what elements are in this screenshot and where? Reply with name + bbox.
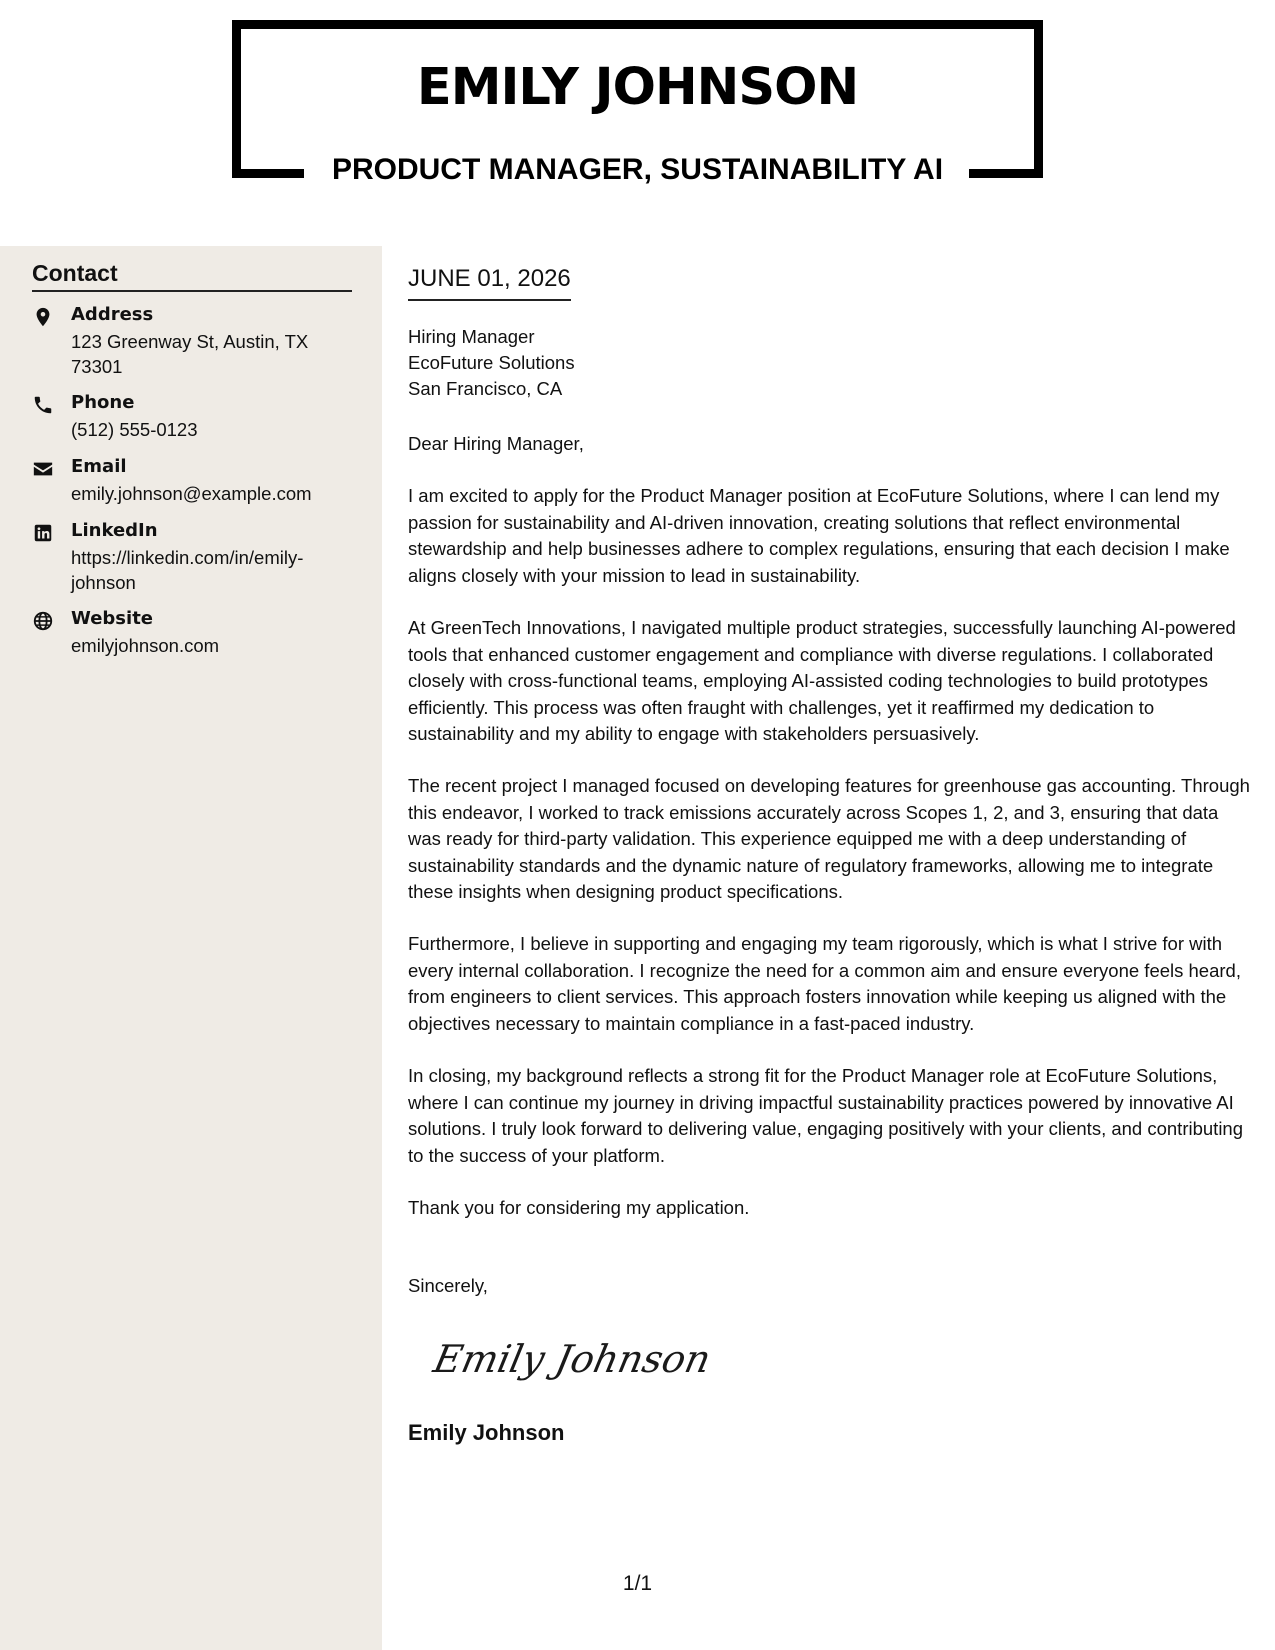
- greeting: Dear Hiring Manager,: [408, 433, 584, 454]
- contact-label-address: Address: [71, 304, 154, 325]
- letter-date: JUNE 01, 2026: [408, 265, 571, 301]
- contact-label-website: Website: [71, 608, 154, 629]
- recipient-block: [408, 324, 575, 402]
- recipient-line: Hiring Manager: [408, 326, 535, 347]
- handwritten-signature: [426, 1324, 715, 1394]
- globe-icon: [32, 610, 54, 632]
- contact-sidebar: [0, 246, 382, 1650]
- body-paragraph: The recent project I managed focused on developing features for greenhouse gas accounting. Through this endeavor, I worked to track emissions accurately across Scopes 1, 2, and 3, ensuring that data was ready for third-party validation. This experience equipped me with a deep understanding of sustainability standards and the dynamic nature of regulatory frameworks, allowing me to integrate these insights when designing product specifications.: [408, 775, 1250, 902]
- body-paragraph: In closing, my background reflects a strong fit for the Product Manager role at EcoFuture Solutions, where I can continue my journey in driving impactful sustainability practices powered by innovative AI solutions. I truly look forward to delivering value, engaging positively with your clients, and contributing to the success of your platform.: [408, 1065, 1244, 1166]
- page-number: 1/1: [622, 1572, 653, 1595]
- job-title-heading: PRODUCT MANAGER, SUSTAINABILITY AI: [331, 153, 944, 186]
- contact-value-phone: (512) 555-0123: [71, 419, 198, 440]
- applicant-name-heading: EMILY JOHNSON: [416, 58, 859, 117]
- contact-value-website[interactable]: emilyjohnson.com: [71, 635, 220, 656]
- linkedin-icon: [32, 522, 54, 544]
- signature-text: Emily Johnson: [429, 1337, 715, 1382]
- recipient-line: EcoFuture Solutions: [408, 352, 575, 373]
- contact-value-address: 123 Greenway St, Austin, TX 73301: [71, 331, 309, 377]
- contact-value-email: emily.johnson@example.com: [71, 483, 312, 504]
- linkedin-url-part-1: https://linkedin.com/in/emily-: [71, 547, 304, 568]
- closing: Sincerely,: [408, 1275, 488, 1296]
- contact-label-phone: Phone: [71, 392, 135, 413]
- body-paragraph: I am excited to apply for the Product Manager position at EcoFuture Solutions, where I can lend my passion for sustainability and AI-driven innovation, creating solutions that reflect environmental stewardship and help businesses adhere to complex regulations, ensuring that each decision I make aligns closely with your mission to lead in sustainability.: [408, 485, 1230, 586]
- location-pin-icon: [32, 306, 54, 328]
- body-paragraph: At GreenTech Innovations, I navigated multiple product strategies, successfully launching AI-powered tools that enhanced customer engagement and compliance with diverse regulations. I collaborated closely with cross-functional teams, employing AI-assisted coding technologies to build prototypes efficiently. This process was often fraught with challenges, yet it reaffirmed my dedication to sustainability and my ability to engage with stakeholders persuasively.: [408, 617, 1236, 744]
- contact-value-linkedin[interactable]: [71, 545, 333, 595]
- signer-name: Emily Johnson: [408, 1420, 565, 1445]
- recipient-line: San Francisco, CA: [408, 378, 563, 399]
- body-paragraph: Furthermore, I believe in supporting and engaging my team rigorously, which is what I strive for with every internal collaboration. I recognize the need for a common aim and ensure everyone feels heard, from engineers to client services. This approach fosters innovation while keeping us aligned with the objectives necessary to maintain compliance in a fast-paced industry.: [408, 933, 1241, 1034]
- contact-heading: Contact: [32, 260, 352, 292]
- contact-label-email: Email: [71, 456, 127, 477]
- body-paragraph: Thank you for considering my application.: [408, 1197, 750, 1218]
- envelope-icon: [32, 458, 54, 480]
- linkedin-url-part-2: johnson: [71, 572, 136, 593]
- phone-icon: [32, 394, 54, 416]
- contact-label-linkedin: LinkedIn: [71, 520, 158, 541]
